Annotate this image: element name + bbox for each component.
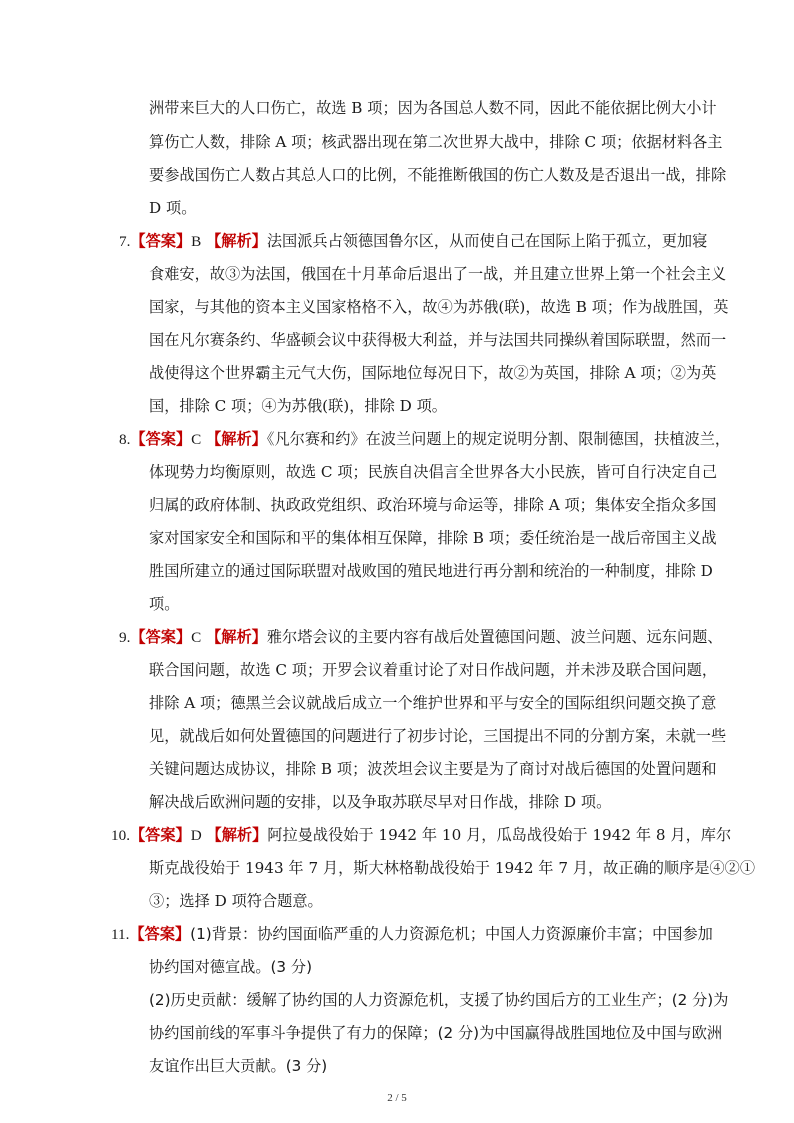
paragraph-line: 战使得这个世界霸主元气大伤，国际地位每况日下，故②为英国，排除 A 项；②为英 [149, 364, 717, 382]
paragraph-line: 协约国对德宣战。(3 分) [149, 958, 313, 976]
paragraph-line: 协约国前线的军事斗争提供了有力的保障；(2 分)为中国赢得战胜国地位及中国与欧洲 [149, 1024, 723, 1042]
question-number: 10. [111, 827, 130, 844]
answer-value: C [191, 629, 202, 646]
analysis-tag: 【解析】 [206, 826, 268, 844]
paragraph-line: 要参战国伤亡人数占其总人口的比例，不能推断俄国的伤亡人数及是否退出一战，排除 [149, 166, 727, 184]
analysis-text: 法国派兵占领德国鲁尔区，从而使自己在国际上陷于孤立，更加寝 [266, 232, 708, 250]
question-10-first-line [111, 825, 731, 846]
paragraph-line: 算伤亡人数，排除 A 项；核武器出现在第二次世界大战中，排除 C 项；依据材料各主 [149, 133, 723, 151]
paragraph-line: 联合国问题，故选 C 项；开罗会议着重讨论了对日作战问题，并未涉及联合国问题， [149, 661, 718, 679]
paragraph-line: 胜国所建立的通过国际联盟对战败国的殖民地进行再分割和统治的一种制度，排除 D [149, 562, 713, 580]
analysis-text: 雅尔塔会议的主要内容有战后处置德国问题、波兰问题、远东问题、 [266, 628, 723, 646]
question-7-first-line [119, 231, 707, 252]
paragraph-line: 解决战后欧洲问题的安排，以及争取苏联尽早对日作战，排除 D 项。 [149, 793, 612, 811]
question-8-first-line [119, 429, 730, 450]
analysis-text: 《凡尔赛和约》在波兰问题上的规定说明分割、限制德国，扶植波兰， [266, 430, 731, 448]
question-number: 7. [119, 233, 131, 250]
paragraph-line: 关键问题达成协议，排除 B 项；波茨坦会议主要是为了商讨对战后德国的处置问题和 [149, 760, 717, 778]
question-number: 9. [119, 629, 131, 646]
paragraph-line: 国，排除 C 项；④为苏俄(联)，排除 D 项。 [149, 397, 447, 415]
answer-value: B [191, 233, 202, 250]
question-11-first-line [111, 924, 713, 945]
paragraph-line: 食难安，故③为法国，俄国在十月革命后退出了一战，并且建立世界上第一个社会主义 [149, 265, 727, 283]
answer-tag: 【答案】 [130, 232, 192, 250]
question-number: 8. [119, 431, 131, 448]
question-number: 11. [111, 926, 130, 943]
answer-tag: 【答案】 [129, 826, 191, 844]
paragraph-line: 国家，与其他的资本主义国家格格不入，故④为苏俄(联)，故选 B 项；作为战胜国，英 [149, 298, 729, 316]
paragraph-line: 国在凡尔赛条约、华盛顿会议中获得极大利益，并与法国共同操纵着国际联盟，然而一 [149, 331, 727, 349]
answer-tag: 【答案】 [130, 430, 192, 448]
paragraph-line: ③；选择 D 项符合题意。 [149, 892, 323, 910]
answer-tag: 【答案】 [130, 628, 192, 646]
analysis-tag: 【解析】 [206, 430, 267, 448]
paragraph-line: D 项。 [149, 199, 197, 217]
paragraph-line: 洲带来巨大的人口伤亡，故选 B 项；因为各国总人数不同，因此不能依据比例大小计 [149, 99, 717, 117]
paragraph-line: (2)历史贡献：缓解了协约国的人力资源危机，支援了协约国后方的工业生产；(2 分)为 [149, 991, 729, 1009]
paragraph-line: 家对国家安全和国际和平的集体相互保障，排除 B 项；委任统治是一战后帝国主义战 [149, 529, 717, 547]
answer-value: D [190, 827, 202, 844]
question-9-first-line [119, 627, 722, 648]
paragraph-line: 见，就战后如何处置德国的问题进行了初步讨论，三国提出不同的分割方案，未就一些 [149, 727, 727, 745]
paragraph-line: 项。 [149, 595, 180, 613]
answer-text: (1)背景：协约国面临严重的人力资源危机；中国人力资源廉价丰富；中国参加 [190, 925, 713, 943]
paragraph-line: 友谊作出巨大贡献。(3 分) [149, 1057, 328, 1075]
paragraph-line: 体现势力均衡原则，故选 C 项；民族自决倡言全世界各大小民族，皆可自行决定自己 [149, 463, 718, 481]
page-number: 2 / 5 [387, 1092, 407, 1104]
paragraph-line: 斯克战役始于 1943 年 7 月，斯大林格勒战役始于 1942 年 7 月，故正确的顺序是④②① [149, 859, 756, 877]
paragraph-line: 归属的政府体制、执政政党组织、政治环境与命运等，排除 A 项；集体安全指众多国 [149, 496, 717, 514]
paragraph-line: 排除 A 项；德黑兰会议就战后成立一个维护世界和平与安全的国际组织问题交换了意 [149, 694, 717, 712]
analysis-tag: 【解析】 [206, 232, 267, 250]
answer-value: C [191, 431, 202, 448]
analysis-tag: 【解析】 [206, 628, 267, 646]
answer-tag: 【答案】 [129, 925, 191, 943]
analysis-text: 阿拉曼战役始于 1942 年 10 月，瓜岛战役始于 1942 年 8 月，库尔 [267, 826, 732, 844]
